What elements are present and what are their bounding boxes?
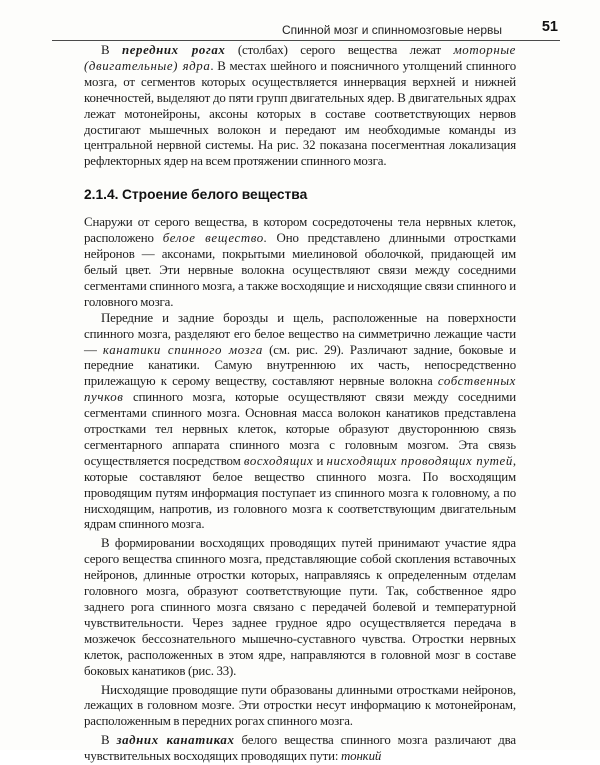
term-gracile: тонкий [340,749,382,764]
text-span: В [101,43,122,57]
running-head [52,18,560,40]
text-span: В [101,733,117,748]
text-span: и [313,453,327,468]
header-rule [52,40,560,41]
text-span: Передние и задние борозды и щель, расположенные на поверхности спинного мозга, разделяют его белое вещество на симметрично лежащие части — [84,310,516,357]
paragraph-funiculi [84,311,516,534]
text-span: (столбах) серого вещества лежат [225,43,454,57]
term-anterior-horns: передних рогах [121,43,226,57]
text-span: спинного мозга, которые осуществляют связи между соседними сегментами спинного мозга. Основная масса волокон канатиков представлена отростками тел нервных клеток, которые образуют двустороннюю связь сегментарного аппарата спинного мозга с головным мозгом. Эта связь осуществляется посредством [84,390,516,468]
text-span: , которые составляют белое вещество спинного мозга. По восходящим проводящим путям информация поступает из спинного мозга к головному, а по нисходящим, напротив, из головного мозга к соответствующим двигательным ядрам спинного мозга. [84,453,516,532]
text-span: белого вещества спинного мозга различают два чувствительных восходящих проводящих пути: [84,733,516,764]
text-span: (см. рис. 29). Различают задние, боковые и передние канатики. Самую внутреннюю их часть, непосредственно прилежащую к серому веществу, составляют нервные волокна [84,342,517,389]
section-heading: 2.1.4. Строение белого вещества [84,187,308,203]
paragraph-white-matter [84,215,516,310]
term-proper-fasciculi: собственных пучков [84,374,516,405]
text-span: . В местах шейного и поясничного утолщений спинного мозга, от сегментов которых осуществляется иннервация верхней и нижней конечностей, выделяют до пяти групп двигательных ядер. В двигательных ядрах лежат мотонейроны, аксоны которых в составе соответствующих нервов достигают мышечных волокон и передают им необходимые команды из центральной нервной системы. На рис. 32 показана посегментная локализация рефлекторных ядер на всем протяжении спинного мозга. [84,58,516,169]
term-motor-nuclei: моторные (двигательные) ядра [84,43,517,73]
term-posterior-funiculi: задних канатиках [116,733,235,748]
term-descending-tracts: нисходящих проводящих путей [326,453,513,468]
text-span: Нисходящие проводящие пути образованы длинными отростками нейронов, лежащих в головном мозге. Эти отростки несут информацию к мотонейронам, расположенным в передних рогах спинного мозга. [84,682,516,729]
page-number: 51 [541,19,558,35]
paragraph-anterior-horns [84,43,516,170]
running-title: Спинной мозг и спинномозговые нервы [281,23,502,37]
text-span: Оно представлено длинными отростками нейронов — аксонами, покрытыми миелиновой оболочкой, придающей им белый цвет. Эти нервные волокна осуществляют связи между соседними сегментами спинного мозга, а также восходящие и нисходящие связи спинного и головного мозга. [84,231,516,309]
text-span: В формировании восходящих проводящих путей принимают участие ядра серого вещества спинного мозга, представляющие собой скопления вставочных нейронов, длинные отростки которых, направляясь к определенным отделам головного мозга, образуют соответствующие пути. Так, собственное ядро заднего рога спинного мозга связано с передачей болевой и температурной чувствительности. Через заднее грудное ядро осуществляется передача в мозжечок бессознательного мышечно-суставного чувства. Отростки нервных клеток, расположенных в этом ядре, направляются в головной мозг в составе боковых канатиков (рис. 33). [84,536,516,678]
body-text [84,43,516,765]
paragraph-posterior-funiculi [84,733,516,765]
paragraph-ascending-tracts [84,536,516,679]
paragraph-descending-tracts [84,683,516,731]
term-funiculi: канатики спинного мозга [102,342,263,357]
term-white-matter: белое вещество. [162,231,268,246]
term-ascending: восходящих [243,453,314,468]
text-span: Снаружи от серого вещества, в котором сосредоточены тела нервных клеток, расположено [84,215,516,246]
